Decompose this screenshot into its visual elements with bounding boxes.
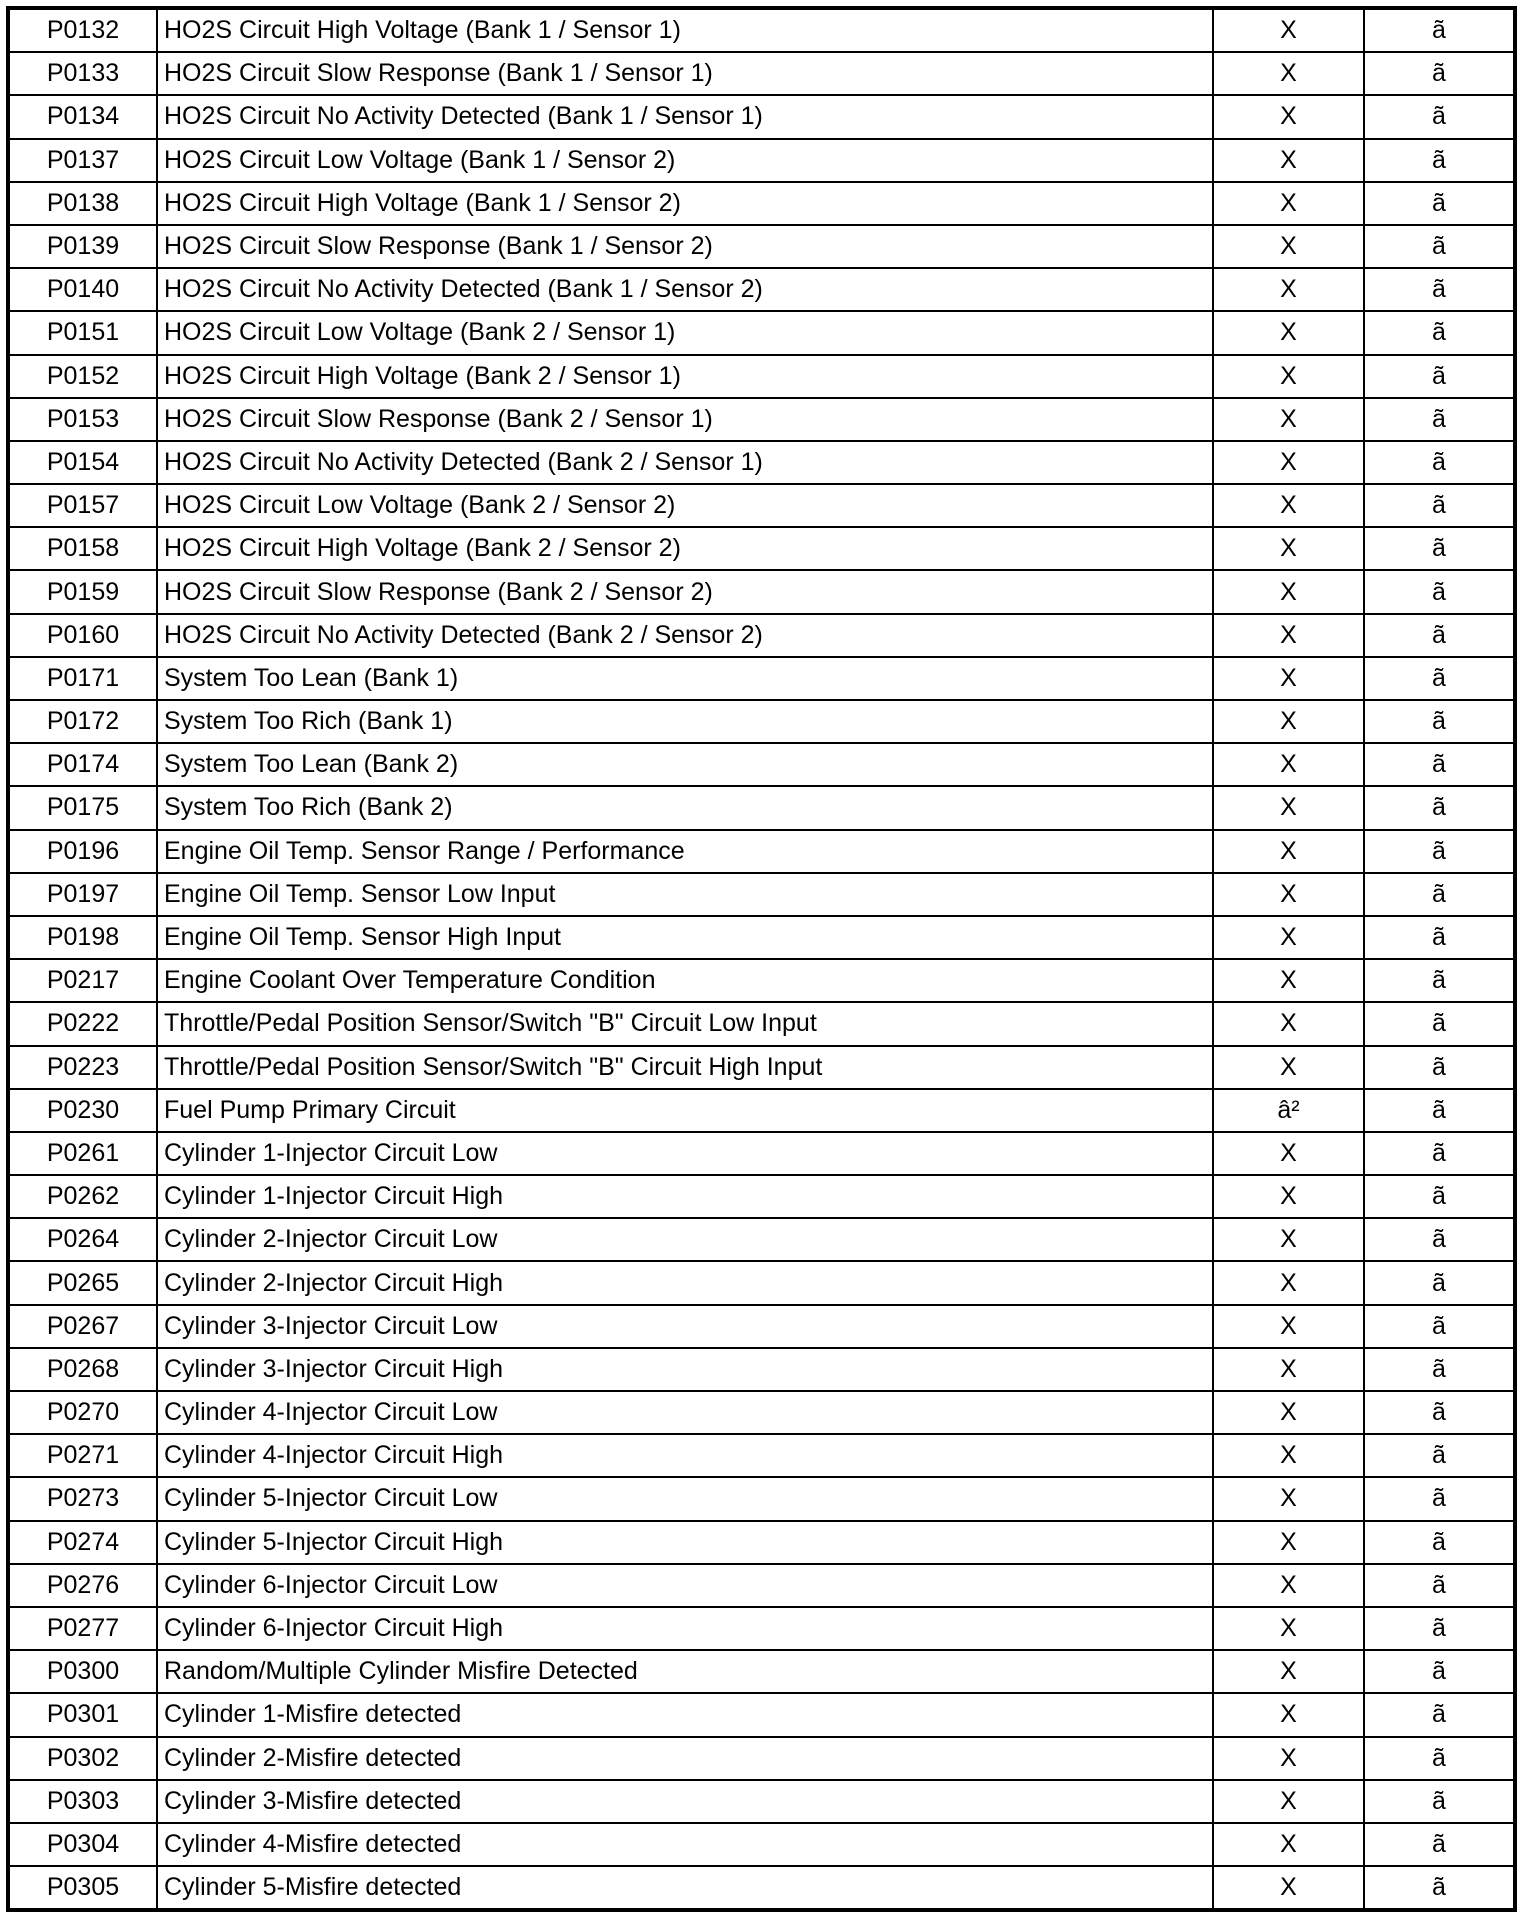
dtc-description-cell: HO2S Circuit No Activity Detected (Bank 1 / Sensor 1) xyxy=(157,95,1213,138)
secondary-mark-cell: ã xyxy=(1364,268,1515,311)
dtc-description-cell: Cylinder 5-Misfire detected xyxy=(157,1866,1213,1910)
dtc-description-cell: HO2S Circuit Slow Response (Bank 2 / Sensor 1) xyxy=(157,398,1213,441)
dtc-description-cell: HO2S Circuit Low Voltage (Bank 2 / Sensor 2) xyxy=(157,484,1213,527)
status-mark-cell: X xyxy=(1213,182,1364,225)
table-row xyxy=(8,657,1515,700)
status-mark-cell: X xyxy=(1213,959,1364,1002)
status-mark-cell: X xyxy=(1213,1823,1364,1866)
dtc-description-cell: HO2S Circuit Slow Response (Bank 1 / Sensor 2) xyxy=(157,225,1213,268)
dtc-code-cell: P0198 xyxy=(8,916,157,959)
dtc-code-cell: P0171 xyxy=(8,657,157,700)
dtc-description-cell: Engine Oil Temp. Sensor Low Input xyxy=(157,873,1213,916)
status-mark-cell: X xyxy=(1213,52,1364,95)
status-mark-cell: X xyxy=(1213,1607,1364,1650)
dtc-description-cell: System Too Lean (Bank 2) xyxy=(157,743,1213,786)
status-mark-cell: X xyxy=(1213,1132,1364,1175)
table-row xyxy=(8,1564,1515,1607)
secondary-mark-cell: ã xyxy=(1364,527,1515,570)
table-row xyxy=(8,1866,1515,1910)
table-row xyxy=(8,268,1515,311)
dtc-code-cell: P0265 xyxy=(8,1261,157,1304)
dtc-description-cell: Cylinder 1-Injector Circuit Low xyxy=(157,1132,1213,1175)
secondary-mark-cell: ã xyxy=(1364,1046,1515,1089)
dtc-code-cell: P0133 xyxy=(8,52,157,95)
dtc-description-cell: Throttle/Pedal Position Sensor/Switch "B" Circuit High Input xyxy=(157,1046,1213,1089)
dtc-description-cell: HO2S Circuit Slow Response (Bank 1 / Sensor 1) xyxy=(157,52,1213,95)
table-row xyxy=(8,527,1515,570)
secondary-mark-cell: ã xyxy=(1364,311,1515,354)
dtc-code-cell: P0230 xyxy=(8,1089,157,1132)
table-row xyxy=(8,786,1515,829)
dtc-table-body xyxy=(8,8,1515,1910)
status-mark-cell: X xyxy=(1213,830,1364,873)
secondary-mark-cell: ã xyxy=(1364,1132,1515,1175)
table-row xyxy=(8,484,1515,527)
dtc-description-cell: Cylinder 2-Misfire detected xyxy=(157,1737,1213,1780)
dtc-code-cell: P0138 xyxy=(8,182,157,225)
dtc-description-cell: HO2S Circuit No Activity Detected (Bank 1 / Sensor 2) xyxy=(157,268,1213,311)
table-row xyxy=(8,1607,1515,1650)
dtc-description-cell: Engine Oil Temp. Sensor High Input xyxy=(157,916,1213,959)
table-row xyxy=(8,570,1515,613)
secondary-mark-cell: ã xyxy=(1364,1650,1515,1693)
dtc-description-cell: Cylinder 1-Injector Circuit High xyxy=(157,1175,1213,1218)
table-row xyxy=(8,1002,1515,1045)
dtc-code-cell: P0217 xyxy=(8,959,157,1002)
status-mark-cell: X xyxy=(1213,657,1364,700)
status-mark-cell: X xyxy=(1213,1650,1364,1693)
dtc-code-cell: P0223 xyxy=(8,1046,157,1089)
dtc-description-cell: Cylinder 3-Injector Circuit Low xyxy=(157,1305,1213,1348)
table-row xyxy=(8,1348,1515,1391)
secondary-mark-cell: ã xyxy=(1364,139,1515,182)
dtc-code-cell: P0137 xyxy=(8,139,157,182)
dtc-code-cell: P0276 xyxy=(8,1564,157,1607)
dtc-code-cell: P0271 xyxy=(8,1434,157,1477)
dtc-description-cell: Cylinder 4-Misfire detected xyxy=(157,1823,1213,1866)
table-row xyxy=(8,1218,1515,1261)
dtc-description-cell: Engine Oil Temp. Sensor Range / Performance xyxy=(157,830,1213,873)
status-mark-cell: X xyxy=(1213,311,1364,354)
status-mark-cell: X xyxy=(1213,1348,1364,1391)
secondary-mark-cell: ã xyxy=(1364,1737,1515,1780)
secondary-mark-cell: ã xyxy=(1364,8,1515,52)
dtc-code-cell: P0197 xyxy=(8,873,157,916)
status-mark-cell: X xyxy=(1213,1218,1364,1261)
dtc-code-cell: P0175 xyxy=(8,786,157,829)
secondary-mark-cell: ã xyxy=(1364,1175,1515,1218)
table-row xyxy=(8,1305,1515,1348)
table-row xyxy=(8,1823,1515,1866)
status-mark-cell: X xyxy=(1213,1564,1364,1607)
table-row xyxy=(8,830,1515,873)
dtc-code-cell: P0222 xyxy=(8,1002,157,1045)
dtc-code-cell: P0154 xyxy=(8,441,157,484)
table-row xyxy=(8,355,1515,398)
dtc-description-cell: Random/Multiple Cylinder Misfire Detected xyxy=(157,1650,1213,1693)
table-row xyxy=(8,1261,1515,1304)
table-row xyxy=(8,1046,1515,1089)
secondary-mark-cell: ã xyxy=(1364,225,1515,268)
table-row xyxy=(8,1391,1515,1434)
dtc-code-cell: P0153 xyxy=(8,398,157,441)
table-row xyxy=(8,873,1515,916)
dtc-code-cell: P0304 xyxy=(8,1823,157,1866)
dtc-code-cell: P0262 xyxy=(8,1175,157,1218)
secondary-mark-cell: ã xyxy=(1364,355,1515,398)
status-mark-cell: X xyxy=(1213,873,1364,916)
status-mark-cell: X xyxy=(1213,1737,1364,1780)
status-mark-cell: X xyxy=(1213,1693,1364,1736)
dtc-code-cell: P0274 xyxy=(8,1521,157,1564)
dtc-description-cell: Throttle/Pedal Position Sensor/Switch "B" Circuit Low Input xyxy=(157,1002,1213,1045)
status-mark-cell: X xyxy=(1213,484,1364,527)
dtc-description-cell: Cylinder 2-Injector Circuit Low xyxy=(157,1218,1213,1261)
secondary-mark-cell: ã xyxy=(1364,700,1515,743)
secondary-mark-cell: ã xyxy=(1364,873,1515,916)
secondary-mark-cell: ã xyxy=(1364,786,1515,829)
dtc-description-cell: Cylinder 3-Misfire detected xyxy=(157,1780,1213,1823)
table-row xyxy=(8,1132,1515,1175)
dtc-code-cell: P0132 xyxy=(8,8,157,52)
secondary-mark-cell: ã xyxy=(1364,1693,1515,1736)
dtc-code-cell: P0158 xyxy=(8,527,157,570)
status-mark-cell: X xyxy=(1213,1780,1364,1823)
dtc-code-cell: P0157 xyxy=(8,484,157,527)
table-row xyxy=(8,1650,1515,1693)
status-mark-cell: X xyxy=(1213,139,1364,182)
dtc-description-cell: HO2S Circuit Low Voltage (Bank 1 / Sensor 2) xyxy=(157,139,1213,182)
secondary-mark-cell: ã xyxy=(1364,1348,1515,1391)
status-mark-cell: X xyxy=(1213,355,1364,398)
dtc-description-cell: Cylinder 4-Injector Circuit High xyxy=(157,1434,1213,1477)
status-mark-cell: X xyxy=(1213,441,1364,484)
dtc-description-cell: Cylinder 6-Injector Circuit Low xyxy=(157,1564,1213,1607)
table-row xyxy=(8,52,1515,95)
secondary-mark-cell: ã xyxy=(1364,1218,1515,1261)
dtc-code-cell: P0267 xyxy=(8,1305,157,1348)
dtc-description-cell: HO2S Circuit High Voltage (Bank 2 / Sensor 1) xyxy=(157,355,1213,398)
dtc-description-cell: HO2S Circuit High Voltage (Bank 1 / Sensor 2) xyxy=(157,182,1213,225)
table-row xyxy=(8,700,1515,743)
secondary-mark-cell: ã xyxy=(1364,441,1515,484)
dtc-code-cell: P0261 xyxy=(8,1132,157,1175)
status-mark-cell: X xyxy=(1213,268,1364,311)
status-mark-cell: X xyxy=(1213,1521,1364,1564)
dtc-description-cell: Cylinder 5-Injector Circuit Low xyxy=(157,1477,1213,1520)
dtc-description-cell: System Too Rich (Bank 2) xyxy=(157,786,1213,829)
dtc-description-cell: Cylinder 1-Misfire detected xyxy=(157,1693,1213,1736)
dtc-code-cell: P0264 xyxy=(8,1218,157,1261)
secondary-mark-cell: ã xyxy=(1364,182,1515,225)
status-mark-cell: X xyxy=(1213,398,1364,441)
dtc-code-cell: P0268 xyxy=(8,1348,157,1391)
dtc-code-cell: P0303 xyxy=(8,1780,157,1823)
status-mark-cell: X xyxy=(1213,743,1364,786)
secondary-mark-cell: ã xyxy=(1364,1521,1515,1564)
status-mark-cell: X xyxy=(1213,1002,1364,1045)
secondary-mark-cell: ã xyxy=(1364,916,1515,959)
table-row xyxy=(8,614,1515,657)
secondary-mark-cell: ã xyxy=(1364,959,1515,1002)
secondary-mark-cell: ã xyxy=(1364,1866,1515,1910)
secondary-mark-cell: ã xyxy=(1364,1823,1515,1866)
secondary-mark-cell: ã xyxy=(1364,614,1515,657)
table-row xyxy=(8,1737,1515,1780)
dtc-description-cell: Engine Coolant Over Temperature Condition xyxy=(157,959,1213,1002)
secondary-mark-cell: ã xyxy=(1364,1002,1515,1045)
dtc-code-cell: P0196 xyxy=(8,830,157,873)
secondary-mark-cell: ã xyxy=(1364,830,1515,873)
status-mark-cell: X xyxy=(1213,786,1364,829)
dtc-code-cell: P0174 xyxy=(8,743,157,786)
dtc-description-cell: HO2S Circuit No Activity Detected (Bank 2 / Sensor 2) xyxy=(157,614,1213,657)
status-mark-cell: X xyxy=(1213,1391,1364,1434)
status-mark-cell: X xyxy=(1213,614,1364,657)
table-row xyxy=(8,1521,1515,1564)
dtc-description-cell: Cylinder 3-Injector Circuit High xyxy=(157,1348,1213,1391)
secondary-mark-cell: ã xyxy=(1364,657,1515,700)
table-row xyxy=(8,1693,1515,1736)
dtc-description-cell: HO2S Circuit High Voltage (Bank 2 / Sensor 2) xyxy=(157,527,1213,570)
status-mark-cell: X xyxy=(1213,570,1364,613)
status-mark-cell: X xyxy=(1213,95,1364,138)
status-mark-cell: X xyxy=(1213,1305,1364,1348)
table-row xyxy=(8,1434,1515,1477)
table-row xyxy=(8,95,1515,138)
status-mark-cell: â² xyxy=(1213,1089,1364,1132)
status-mark-cell: X xyxy=(1213,700,1364,743)
dtc-description-cell: HO2S Circuit High Voltage (Bank 1 / Sensor 1) xyxy=(157,8,1213,52)
secondary-mark-cell: ã xyxy=(1364,1564,1515,1607)
dtc-code-cell: P0140 xyxy=(8,268,157,311)
dtc-code-cell: P0270 xyxy=(8,1391,157,1434)
table-row xyxy=(8,8,1515,52)
dtc-description-cell: Fuel Pump Primary Circuit xyxy=(157,1089,1213,1132)
table-row xyxy=(8,959,1515,1002)
table-row xyxy=(8,1780,1515,1823)
dtc-code-cell: P0172 xyxy=(8,700,157,743)
status-mark-cell: X xyxy=(1213,8,1364,52)
status-mark-cell: X xyxy=(1213,1477,1364,1520)
dtc-code-cell: P0300 xyxy=(8,1650,157,1693)
status-mark-cell: X xyxy=(1213,225,1364,268)
secondary-mark-cell: ã xyxy=(1364,1305,1515,1348)
secondary-mark-cell: ã xyxy=(1364,570,1515,613)
table-row xyxy=(8,139,1515,182)
dtc-description-cell: Cylinder 5-Injector Circuit High xyxy=(157,1521,1213,1564)
dtc-description-cell: Cylinder 6-Injector Circuit High xyxy=(157,1607,1213,1650)
secondary-mark-cell: ã xyxy=(1364,1391,1515,1434)
dtc-description-cell: Cylinder 4-Injector Circuit Low xyxy=(157,1391,1213,1434)
dtc-code-cell: P0273 xyxy=(8,1477,157,1520)
table-row xyxy=(8,225,1515,268)
dtc-code-cell: P0151 xyxy=(8,311,157,354)
status-mark-cell: X xyxy=(1213,916,1364,959)
table-row xyxy=(8,398,1515,441)
secondary-mark-cell: ã xyxy=(1364,1477,1515,1520)
secondary-mark-cell: ã xyxy=(1364,398,1515,441)
dtc-description-cell: Cylinder 2-Injector Circuit High xyxy=(157,1261,1213,1304)
status-mark-cell: X xyxy=(1213,527,1364,570)
secondary-mark-cell: ã xyxy=(1364,1089,1515,1132)
status-mark-cell: X xyxy=(1213,1261,1364,1304)
secondary-mark-cell: ã xyxy=(1364,484,1515,527)
dtc-code-cell: P0277 xyxy=(8,1607,157,1650)
table-row xyxy=(8,1175,1515,1218)
table-row xyxy=(8,182,1515,225)
secondary-mark-cell: ã xyxy=(1364,1261,1515,1304)
table-row xyxy=(8,1477,1515,1520)
secondary-mark-cell: ã xyxy=(1364,743,1515,786)
dtc-code-cell: P0152 xyxy=(8,355,157,398)
dtc-description-cell: HO2S Circuit Slow Response (Bank 2 / Sensor 2) xyxy=(157,570,1213,613)
secondary-mark-cell: ã xyxy=(1364,1434,1515,1477)
table-row xyxy=(8,916,1515,959)
table-row xyxy=(8,441,1515,484)
secondary-mark-cell: ã xyxy=(1364,52,1515,95)
dtc-description-cell: System Too Lean (Bank 1) xyxy=(157,657,1213,700)
status-mark-cell: X xyxy=(1213,1046,1364,1089)
dtc-code-cell: P0134 xyxy=(8,95,157,138)
status-mark-cell: X xyxy=(1213,1434,1364,1477)
secondary-mark-cell: ã xyxy=(1364,1607,1515,1650)
status-mark-cell: X xyxy=(1213,1175,1364,1218)
dtc-code-cell: P0302 xyxy=(8,1737,157,1780)
dtc-description-cell: HO2S Circuit No Activity Detected (Bank 2 / Sensor 1) xyxy=(157,441,1213,484)
table-row xyxy=(8,743,1515,786)
table-row xyxy=(8,1089,1515,1132)
table-row xyxy=(8,311,1515,354)
dtc-description-cell: System Too Rich (Bank 1) xyxy=(157,700,1213,743)
dtc-code-cell: P0305 xyxy=(8,1866,157,1910)
dtc-table xyxy=(6,6,1517,1912)
secondary-mark-cell: ã xyxy=(1364,1780,1515,1823)
secondary-mark-cell: ã xyxy=(1364,95,1515,138)
dtc-code-cell: P0160 xyxy=(8,614,157,657)
dtc-code-cell: P0139 xyxy=(8,225,157,268)
dtc-description-cell: HO2S Circuit Low Voltage (Bank 2 / Sensor 1) xyxy=(157,311,1213,354)
dtc-code-cell: P0159 xyxy=(8,570,157,613)
dtc-code-cell: P0301 xyxy=(8,1693,157,1736)
status-mark-cell: X xyxy=(1213,1866,1364,1910)
